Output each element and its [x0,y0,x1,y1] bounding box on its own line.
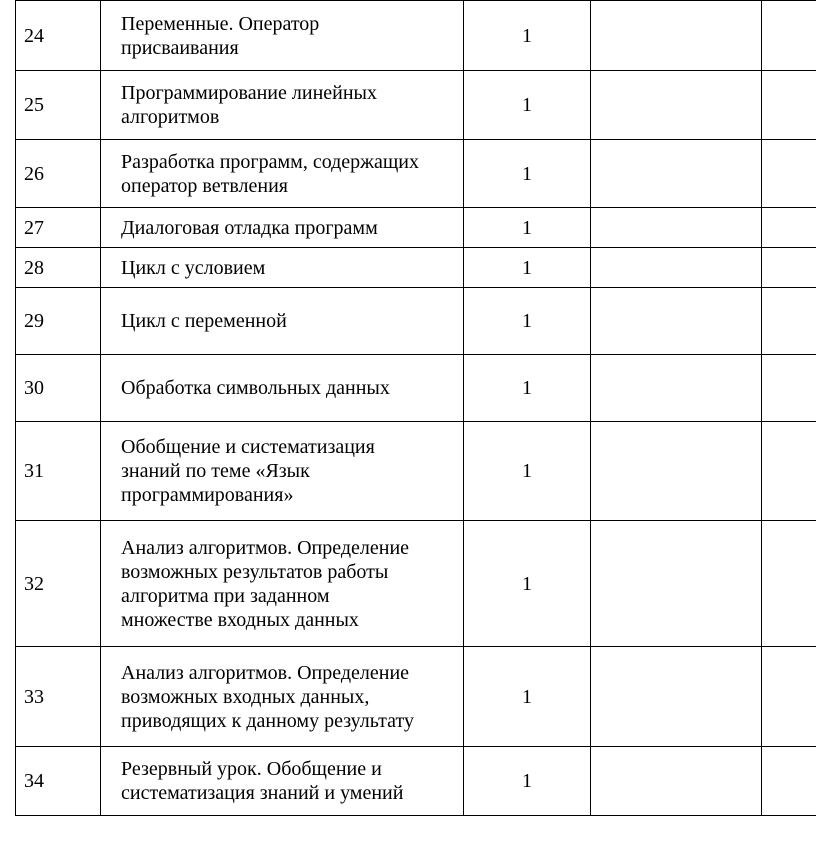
lesson-topic-cell: Переменные. Оператор присваивания [101,1,464,71]
lesson-hours-cell: 1 [464,1,591,71]
table-row [16,647,816,747]
table-row [16,422,816,521]
lesson-hours-cell: 1 [464,140,591,208]
lesson-hours-cell: 1 [464,422,591,521]
empty-cell [762,521,816,647]
lesson-number-cell: 26 [16,140,101,208]
empty-cell [591,647,762,747]
empty-cell [591,422,762,521]
empty-cell [591,1,762,71]
table-row [16,71,816,140]
lesson-number-cell: 30 [16,355,101,422]
lesson-topic-cell: Анализ алгоритмов. Определение возможных результатов работы алгоритма при заданном множестве входных данных [101,521,464,647]
table-row [16,288,816,355]
lesson-number-cell: 31 [16,422,101,521]
table-row [16,521,816,647]
lesson-topic-cell: Анализ алгоритмов. Определение возможных входных данных, приводящих к данному результату [101,647,464,747]
empty-cell [762,1,816,71]
lesson-hours-cell: 1 [464,355,591,422]
lesson-topic-cell: Цикл с условием [101,248,464,288]
empty-cell [762,71,816,140]
lesson-number-cell: 28 [16,248,101,288]
lesson-number-cell: 24 [16,1,101,71]
table-row [16,355,816,422]
lesson-hours-cell: 1 [464,647,591,747]
empty-cell [591,355,762,422]
lesson-topic-cell: Обработка символьных данных [101,355,464,422]
empty-cell [762,647,816,747]
lesson-hours-cell: 1 [464,521,591,647]
lesson-hours-cell: 1 [464,71,591,140]
table-row [16,140,816,208]
empty-cell [762,140,816,208]
lesson-number-cell: 33 [16,647,101,747]
lesson-topic-cell: Цикл с переменной [101,288,464,355]
empty-cell [591,747,762,816]
empty-cell [591,71,762,140]
lesson-hours-cell: 1 [464,248,591,288]
lesson-number-cell: 34 [16,747,101,816]
lesson-plan-table [15,0,816,816]
lesson-hours-cell: 1 [464,208,591,248]
empty-cell [591,208,762,248]
lesson-number-cell: 29 [16,288,101,355]
empty-cell [762,248,816,288]
lesson-topic-cell: Обобщение и систематизация знаний по теме «Язык программирования» [101,422,464,521]
empty-cell [591,288,762,355]
lesson-hours-cell: 1 [464,288,591,355]
table-row [16,208,816,248]
lesson-topic-cell: Разработка программ, содержащих оператор ветвления [101,140,464,208]
lesson-number-cell: 27 [16,208,101,248]
table-row [16,747,816,816]
empty-cell [762,288,816,355]
lesson-topic-cell: Резервный урок. Обобщение и систематизация знаний и умений [101,747,464,816]
lesson-number-cell: 25 [16,71,101,140]
empty-cell [591,521,762,647]
lesson-plan-body [16,1,816,816]
lesson-topic-cell: Диалоговая отладка программ [101,208,464,248]
empty-cell [762,355,816,422]
lesson-topic-cell: Программирование линейных алгоритмов [101,71,464,140]
empty-cell [591,248,762,288]
table-row [16,248,816,288]
empty-cell [762,747,816,816]
empty-cell [762,422,816,521]
empty-cell [591,140,762,208]
table-row [16,1,816,71]
lesson-hours-cell: 1 [464,747,591,816]
empty-cell [762,208,816,248]
lesson-number-cell: 32 [16,521,101,647]
